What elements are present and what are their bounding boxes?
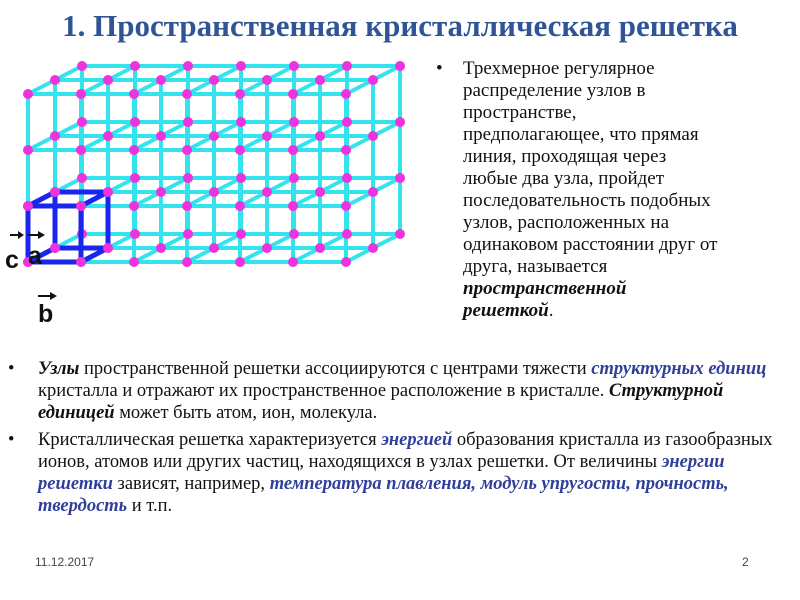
term-energy: энергией [381,430,453,450]
lattice-node [235,145,245,155]
vector-b-label: b [38,300,54,328]
lattice-node [209,187,219,197]
vector-c [5,231,24,274]
lattice-node [182,201,192,211]
lattice-node [156,187,166,197]
lattice-node [395,117,405,127]
lattice-node [342,229,352,239]
lattice-node [77,61,87,71]
lattice-node [288,145,298,155]
lattice-node [368,187,378,197]
lattice-node [235,257,245,267]
lattice-node [341,89,351,99]
unit-cell-node [76,257,86,267]
lattice-node [103,131,113,141]
lattice-node [156,75,166,85]
paragraph-text: и т.п. [127,496,173,516]
definition-line: последовательность подобных [463,190,711,211]
lattice-node [182,145,192,155]
body-bullets [8,358,796,522]
unit-cell-node [50,187,60,197]
lattice-node [289,173,299,183]
definition-line: любые два узла, пройдет [463,168,665,189]
lattice-node [236,173,246,183]
lattice-node [129,257,139,267]
paragraph-text: пространственной решетки ассоциируются с центрами тяжести [79,359,592,379]
definition-line: друга, называется [463,256,608,277]
unit-cell-node [103,243,113,253]
lattice-node [262,75,272,85]
lattice-node [395,229,405,239]
definition-line: пространстве, [463,102,577,123]
lattice-node [129,89,139,99]
lattice-node [129,201,139,211]
lattice-node [23,145,33,155]
lattice-node [183,117,193,127]
lattice-node [183,61,193,71]
lattice-node [315,131,325,141]
definition-term: пространственной [463,278,627,299]
paragraph-energy [8,429,796,517]
lattice-node [50,75,60,85]
definition-line: предполагающее, что прямая [463,124,699,145]
lattice-node [341,201,351,211]
lattice-node [130,173,140,183]
lattice-node [315,75,325,85]
paragraph-text: образования кристалла из газообразных ионов, атомов или других частиц, находящихся в узлах решетки. От величины [38,430,773,472]
slide-title: 1. Пространственная кристаллическая решетка [62,8,738,43]
paragraph-text: зависят, например, [112,474,270,494]
lattice-node [341,145,351,155]
unit-cell-node [50,243,60,253]
definition-line: узлов, расположенных на [463,212,670,233]
paragraph-nodes [8,358,796,424]
lattice-node [342,61,352,71]
lattice-node [288,201,298,211]
lattice-node [368,75,378,85]
lattice-node [341,257,351,267]
lattice-node [289,229,299,239]
lattice-node [368,131,378,141]
lattice-node [183,229,193,239]
term-properties: температура плавления, модуль упругости, прочность, твердость [38,474,729,516]
lattice-node [76,89,86,99]
lattice-node [368,243,378,253]
lattice-definition [430,58,790,322]
unit-cell-node [103,187,113,197]
footer-date: 11.12.2017 [35,555,95,569]
lattice-node [315,187,325,197]
lattice-node [209,75,219,85]
lattice-node [50,131,60,141]
unit-cell-node [23,201,33,211]
paragraph-text: может быть атом, ион, молекула. [114,403,378,423]
vector-a-label: a [28,242,42,270]
lattice-node [395,173,405,183]
term-nodes: Узлы [38,359,80,379]
lattice-node [315,243,325,253]
definition-line: распределение узлов в [463,80,646,101]
definition-line: линия, проходящая через [463,146,667,167]
term-structural-units: структурных единиц [591,359,767,379]
lattice-node [209,243,219,253]
definition-line: Трехмерное регулярное [463,58,655,79]
lattice-node [103,75,113,85]
lattice-node [77,117,87,127]
lattice-node [236,117,246,127]
lattice-node [262,243,272,253]
lattice-node [262,131,272,141]
lattice-node [23,89,33,99]
lattice-node [235,201,245,211]
lattice-node [77,173,87,183]
lattice-node [342,173,352,183]
lattice-node [182,257,192,267]
definition-line: одинаковом расстоянии друг от [463,234,718,255]
definition-term-end: . [548,300,554,321]
term-lattice-energy: энергии решетки [38,452,725,494]
lattice-node [288,89,298,99]
page-number: 2 [742,555,749,569]
lattice-node [289,117,299,127]
term-structural-unit: Структурной единицей [38,381,724,423]
lattice-node [262,187,272,197]
vector-c-label: c [5,246,19,274]
bullet-icon: • [8,430,15,450]
vector-b [38,292,57,328]
lattice-node [130,61,140,71]
lattice-node [236,61,246,71]
lattice-node [130,229,140,239]
lattice-node [236,229,246,239]
lattice-node [183,173,193,183]
crystal-lattice-figure [5,52,438,342]
lattice-node [395,61,405,71]
lattice-node [289,61,299,71]
bullet-icon: • [436,58,443,79]
lattice-node [129,145,139,155]
lattice-node [156,243,166,253]
unit-cell-node [76,201,86,211]
lattice-node [156,131,166,141]
definition-bullet [430,58,790,322]
paragraph-text: Кристаллическая решетка характеризуется [38,430,382,450]
definition-term: решеткой [463,300,549,321]
lattice-node [130,117,140,127]
lattice-node [342,117,352,127]
lattice-node [209,131,219,141]
bullet-icon: • [8,359,15,379]
lattice-node [235,89,245,99]
lattice-node [76,145,86,155]
paragraph-text: кристалла и отражают их пространственное расположение в кристалле. [38,381,609,401]
lattice-node [182,89,192,99]
lattice-node [288,257,298,267]
